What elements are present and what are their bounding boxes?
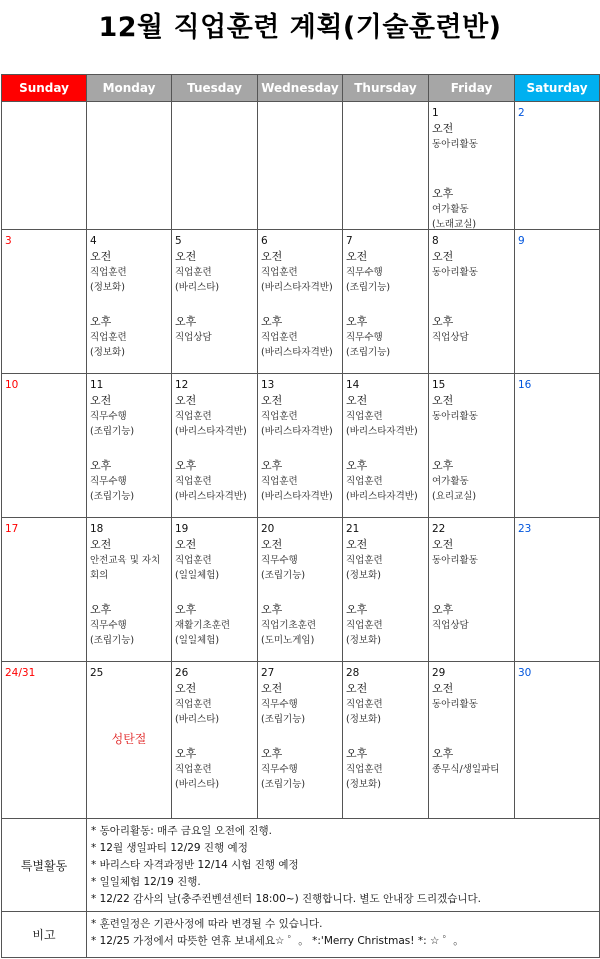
morning-label: 오전	[346, 538, 368, 551]
day-cell	[343, 374, 429, 518]
morning-activity: (정보화)	[90, 282, 125, 293]
header-monday: Monday	[87, 75, 172, 102]
morning-label: 오전	[261, 394, 283, 407]
afternoon-label: 오후	[90, 315, 112, 328]
morning-activity: 동아리활동	[432, 267, 478, 278]
afternoon-activity: 여가활동	[432, 204, 469, 215]
day-cell	[172, 102, 258, 230]
day-number: 10	[5, 379, 19, 391]
afternoon-activity: (조립기능)	[90, 635, 135, 646]
afternoon-activity: (바리스타자격반)	[175, 491, 247, 502]
week-row	[2, 102, 600, 230]
morning-activity: 동아리활동	[432, 139, 478, 150]
morning-activity: 직업훈련	[346, 555, 383, 566]
morning-label: 오전	[175, 250, 197, 263]
day-cell	[343, 230, 429, 374]
day-cell	[515, 230, 600, 374]
day-number	[261, 105, 340, 121]
afternoon-activity: 직업기초훈련	[261, 620, 317, 631]
afternoon-activity: (요리교실)	[432, 491, 477, 502]
afternoon-activity: 직업훈련	[261, 476, 298, 487]
day-cell	[515, 374, 600, 518]
morning-activity: (바리스타자격반)	[261, 282, 333, 293]
afternoon-activity: (노래교실)	[432, 219, 477, 229]
day-cell	[2, 518, 87, 662]
morning-activity: (조립기능)	[90, 426, 135, 437]
header-wednesday: Wednesday	[258, 75, 343, 102]
day-number	[175, 105, 255, 121]
day-number: 15	[432, 379, 446, 391]
morning-label: 오전	[432, 250, 454, 263]
day-cell	[429, 230, 515, 374]
morning-activity: (조립기능)	[261, 714, 306, 725]
afternoon-activity: (정보화)	[90, 347, 125, 358]
morning-activity: 직업훈련	[175, 699, 212, 710]
header-sunday: Sunday	[2, 75, 87, 102]
day-cell	[172, 518, 258, 662]
day-number: 21	[346, 523, 360, 535]
day-number: 5	[175, 235, 182, 247]
morning-label: 오전	[175, 682, 197, 695]
afternoon-label: 오후	[261, 315, 283, 328]
afternoon-label: 오후	[261, 747, 283, 760]
day-cell	[429, 518, 515, 662]
afternoon-activity: 여가활동	[432, 476, 469, 487]
header-thursday: Thursday	[343, 75, 429, 102]
morning-label: 오전	[175, 538, 197, 551]
day-number: 28	[346, 667, 360, 679]
afternoon-activity: 직업훈련	[175, 764, 212, 775]
afternoon-activity: (정보화)	[346, 779, 381, 790]
afternoon-label: 오후	[346, 459, 368, 472]
morning-activity: (정보화)	[346, 714, 381, 725]
day-number: 2	[518, 107, 525, 119]
day-number: 16	[518, 379, 532, 391]
day-number: 6	[261, 235, 268, 247]
morning-label: 오전	[261, 538, 283, 551]
day-number: 12	[175, 379, 189, 391]
day-number: 27	[261, 667, 275, 679]
afternoon-label: 오후	[261, 603, 283, 616]
morning-activity: 직무수행	[261, 555, 298, 566]
day-cell	[87, 230, 172, 374]
morning-label: 오전	[90, 394, 112, 407]
morning-activity: 동아리활동	[432, 699, 478, 710]
day-cell	[87, 374, 172, 518]
morning-activity: 안전교육 및 자치	[90, 555, 161, 566]
day-number: 19	[175, 523, 189, 535]
morning-activity: 직업훈련	[175, 555, 212, 566]
week-row	[2, 230, 600, 374]
day-cell	[343, 102, 429, 230]
morning-activity: 직업훈련	[261, 267, 298, 278]
special-activities-row	[2, 819, 600, 912]
day-number: 9	[518, 235, 525, 247]
afternoon-activity: 직업상담	[175, 332, 212, 343]
afternoon-label: 오후	[175, 459, 197, 472]
day-cell	[515, 102, 600, 230]
afternoon-activity: 직무수행	[346, 332, 383, 343]
morning-label: 오전	[432, 682, 454, 695]
afternoon-activity: (조립기능)	[90, 491, 135, 502]
morning-activity: (정보화)	[346, 570, 381, 581]
morning-activity: (바리스타자격반)	[346, 426, 418, 437]
afternoon-activity: 종무식/생일파티	[432, 764, 500, 775]
afternoon-activity: 재활기초훈련	[175, 620, 231, 631]
afternoon-activity: (바리스타자격반)	[261, 347, 333, 358]
special-note: * 동아리활동: 매주 금요일 오전에 진행.	[91, 825, 272, 837]
day-cell	[258, 518, 343, 662]
calendar-body	[2, 102, 600, 819]
afternoon-activity: 직업훈련	[346, 620, 383, 631]
day-number: 1	[432, 107, 439, 119]
morning-activity: 직무수행	[261, 699, 298, 710]
day-cell	[343, 518, 429, 662]
header-saturday: Saturday	[515, 75, 600, 102]
day-cell	[87, 102, 172, 230]
morning-label: 오전	[432, 538, 454, 551]
afternoon-label: 오후	[346, 747, 368, 760]
day-number: 8	[432, 235, 439, 247]
morning-activity: 동아리활동	[432, 411, 478, 422]
day-cell	[258, 230, 343, 374]
morning-activity: (바리스타)	[175, 282, 220, 293]
afternoon-label: 오후	[432, 315, 454, 328]
afternoon-activity: 직업훈련	[175, 476, 212, 487]
morning-activity: 직업훈련	[175, 411, 212, 422]
afternoon-label: 오후	[175, 747, 197, 760]
morning-label: 오전	[175, 394, 197, 407]
day-number: 30	[518, 667, 532, 679]
header-tuesday: Tuesday	[172, 75, 258, 102]
day-cell	[429, 662, 515, 819]
day-number: 22	[432, 523, 446, 535]
morning-activity: (조립기능)	[261, 570, 306, 581]
afternoon-label: 오후	[346, 315, 368, 328]
afternoon-activity: 직업훈련	[346, 764, 383, 775]
day-cell	[2, 102, 87, 230]
day-number: 29	[432, 667, 446, 679]
morning-label: 오전	[90, 250, 112, 263]
day-cell	[515, 518, 600, 662]
day-number: 20	[261, 523, 275, 535]
day-number	[5, 105, 84, 121]
afternoon-label: 오후	[90, 603, 112, 616]
header-friday: Friday	[429, 75, 515, 102]
special-note: * 12/22 감사의 날(충주컨벤션센터 18:00~) 진행합니다. 별도 안내장 드리겠습니다.	[91, 893, 481, 905]
day-number: 4	[90, 235, 97, 247]
afternoon-activity: (조립기능)	[261, 779, 306, 790]
day-number: 23	[518, 523, 532, 535]
day-number: 11	[90, 379, 104, 391]
week-row	[2, 374, 600, 518]
morning-activity: (일일체험)	[175, 570, 220, 581]
morning-label: 오전	[261, 250, 283, 263]
special-note: * 일일체험 12/19 진행.	[91, 876, 201, 888]
afternoon-activity: (바리스타자격반)	[346, 491, 418, 502]
day-cell	[343, 662, 429, 819]
remarks-label: 비고	[2, 912, 87, 958]
morning-label: 오전	[346, 682, 368, 695]
morning-activity: 직무수행	[90, 411, 127, 422]
remarks-notes	[87, 912, 600, 958]
day-number: 18	[90, 523, 104, 535]
day-number: 13	[261, 379, 275, 391]
afternoon-activity: 직무수행	[261, 764, 298, 775]
afternoon-label: 오후	[432, 747, 454, 760]
afternoon-label: 오후	[175, 603, 197, 616]
afternoon-activity: 직업훈련	[90, 332, 127, 343]
day-cell	[429, 102, 515, 230]
morning-activity: 직업훈련	[175, 267, 212, 278]
day-cell	[2, 374, 87, 518]
morning-activity: (바리스타자격반)	[261, 426, 333, 437]
day-cell	[258, 102, 343, 230]
afternoon-activity: 직무수행	[90, 476, 127, 487]
afternoon-label: 오후	[432, 187, 454, 200]
morning-label: 오전	[90, 538, 112, 551]
calendar-table	[1, 74, 600, 958]
day-cell	[258, 374, 343, 518]
morning-label: 오전	[346, 394, 368, 407]
day-number: 24/31	[5, 667, 36, 679]
day-cell	[515, 662, 600, 819]
remark-note: * 12/25 가정에서 따뜻한 연휴 보내세요☆ ゜。 *:'Merry Christmas! *: ☆ ゜。	[91, 935, 464, 947]
day-cell	[2, 662, 87, 819]
weekday-header-row	[2, 75, 600, 102]
morning-activity: (바리스타)	[175, 714, 220, 725]
afternoon-activity: (조립기능)	[346, 347, 391, 358]
afternoon-activity: (바리스타자격반)	[261, 491, 333, 502]
day-cell	[258, 662, 343, 819]
morning-activity: 회의	[90, 570, 109, 581]
afternoon-label: 오후	[432, 603, 454, 616]
day-cell	[87, 662, 172, 819]
week-row	[2, 518, 600, 662]
day-cell	[429, 374, 515, 518]
page-title: 12월 직업훈련 계획(기술훈련반)	[98, 12, 502, 43]
afternoon-activity: (일일체험)	[175, 635, 220, 646]
morning-label: 오전	[346, 250, 368, 263]
day-cell	[2, 230, 87, 374]
week-row	[2, 662, 600, 819]
day-cell	[87, 518, 172, 662]
special-activities-notes	[87, 819, 600, 912]
day-number: 25	[90, 667, 104, 679]
day-number: 26	[175, 667, 189, 679]
day-number: 3	[5, 235, 12, 247]
afternoon-activity: 직업훈련	[346, 476, 383, 487]
morning-label: 오전	[432, 122, 454, 135]
day-cell	[172, 230, 258, 374]
morning-activity: 직업훈련	[346, 411, 383, 422]
special-note: * 12월 생일파티 12/29 진행 예정	[91, 842, 248, 854]
remark-note: * 훈련일정은 기관사정에 따라 변경될 수 있습니다.	[91, 918, 323, 930]
special-activities-label: 특별활동	[2, 819, 87, 912]
morning-label: 오전	[432, 394, 454, 407]
afternoon-label: 오후	[261, 459, 283, 472]
day-number: 7	[346, 235, 353, 247]
morning-activity: 직업훈련	[346, 699, 383, 710]
morning-label: 오전	[261, 682, 283, 695]
special-note: * 바리스타 자격과정반 12/14 시험 진행 예정	[91, 859, 299, 871]
holiday-label: 성탄절	[111, 732, 147, 746]
afternoon-label: 오후	[432, 459, 454, 472]
morning-activity: 동아리활동	[432, 555, 478, 566]
day-number: 17	[5, 523, 19, 535]
day-number	[346, 105, 426, 121]
afternoon-activity: 직업훈련	[261, 332, 298, 343]
day-number	[90, 105, 169, 121]
afternoon-label: 오후	[90, 459, 112, 472]
afternoon-activity: 직업상담	[432, 620, 469, 631]
day-number: 14	[346, 379, 360, 391]
remarks-row	[2, 912, 600, 958]
afternoon-activity: 직무수행	[90, 620, 127, 631]
day-cell	[172, 662, 258, 819]
afternoon-activity: (바리스타)	[175, 779, 220, 790]
morning-activity: 직무수행	[346, 267, 383, 278]
afternoon-activity: 직업상담	[432, 332, 469, 343]
day-cell	[172, 374, 258, 518]
afternoon-label: 오후	[346, 603, 368, 616]
morning-activity: 직업훈련	[90, 267, 127, 278]
morning-activity: (바리스타자격반)	[175, 426, 247, 437]
afternoon-label: 오후	[175, 315, 197, 328]
afternoon-activity: (도미노게임)	[261, 635, 315, 646]
afternoon-activity: (정보화)	[346, 635, 381, 646]
morning-activity: (조립기능)	[346, 282, 391, 293]
morning-activity: 직업훈련	[261, 411, 298, 422]
